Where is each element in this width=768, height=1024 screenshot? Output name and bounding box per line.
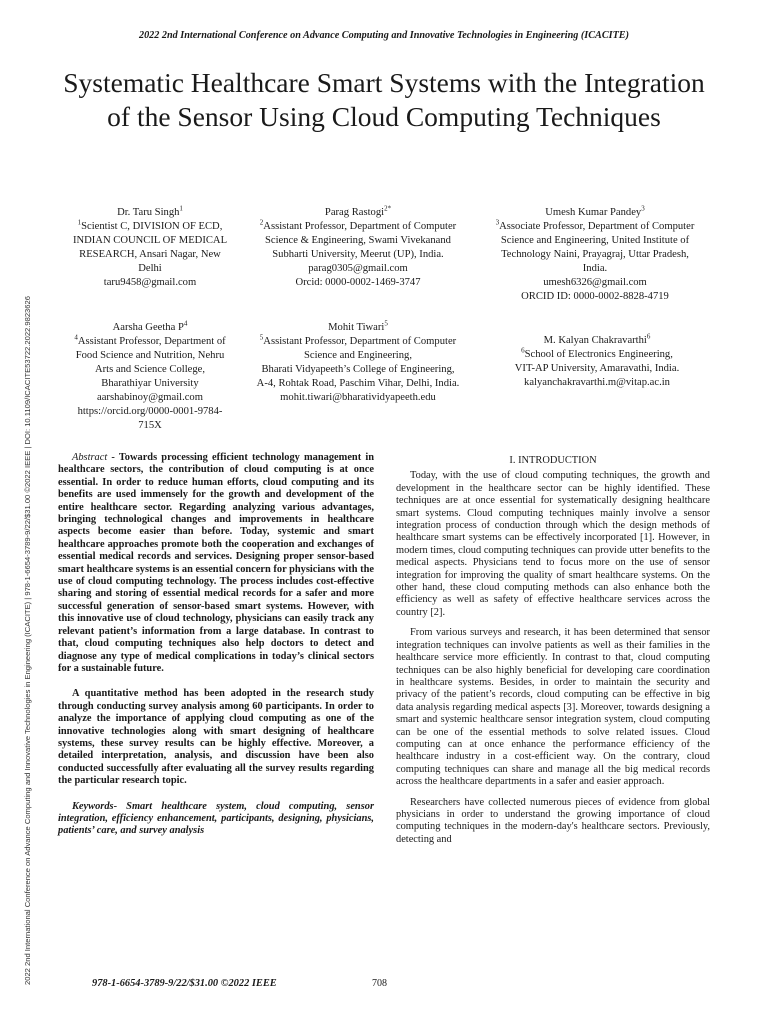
- author-orcid: Orcid: 0000-0002-1469-3747: [295, 277, 421, 288]
- author-block-2: Parag Rastogi$^{2*}$ $^2$Assistant Professor, Department of Computer Science & Engineering, Swami Vivekanand Subharti University, Meerut (UP), India. parag0305@gmail.com Orcid: 0000-0002-1469-3747: [244, 206, 472, 290]
- author-affiliation: School of Electronics Engineering, VIT-AP University, Amaravathi, India.: [514, 349, 680, 374]
- paper-title: Systematic Healthcare Smart Systems with the Integration of the Sensor Using Cloud Computing Techniques: [63, 67, 705, 132]
- author-affiliation: Scientist C, DIVISION OF ECD, INDIAN COUNCIL OF MEDICAL RESEARCH, Ansari Nagar, New Delhi: [72, 221, 228, 274]
- author-affiliation: Assistant Professor, Department of Food Science and Nutrition, Nehru Arts and Science College, Bharathiyar University: [75, 336, 226, 389]
- author-block-6: M. Kalyan Chakravarthi$^6$ $^6$School of Electronics Engineering, VIT-AP University, Amaravathi, India. kalyanchakravarthi.m@vitap.ac.in: [480, 334, 714, 390]
- author-name: Dr. Taru Singh: [117, 207, 180, 218]
- author-affiliation: Associate Professor, Department of Computer Science and Engineering, United Institute of Technology Naini, Prayagraj, Uttar Pradesh, India.: [499, 221, 695, 274]
- page-number: 708: [372, 978, 387, 989]
- author-email: umesh6326@gmail.com: [543, 277, 647, 288]
- author-block-1: Dr. Taru Singh$^1$ $^1$Scientist C, DIVISION OF ECD, INDIAN COUNCIL OF MEDICAL RESEARCH, Ansari Nagar, New Delhi taru9458@gmail.com: [58, 206, 242, 290]
- keywords: Keywords- Smart healthcare system, cloud computing, sensor integration, efficiency enhancement, participants, designing, physicians, patients’ care, and survey analysis: [58, 800, 374, 837]
- abstract-column: [58, 452, 374, 851]
- doi-side-text: 2022 2nd International Conference on Advance Computing and Innovative Technologies in Engineering (ICACITE) | 978-1-6654-3789-9/22/$31.00 ©2022 IEEE | DOI: 10.1109/ICACITE53722.2022.9823626: [23, 296, 32, 985]
- author-email: mohit.tiwari@bharatividyapeeth.edu: [280, 392, 436, 403]
- author-affiliation: Assistant Professor, Department of Computer Science and Engineering, Bharati Vidyapeeth’s College of Engineering, A-4, Rohtak Road, Paschim Vihar, Delhi, India.: [256, 336, 460, 389]
- author-block-4: Aarsha Geetha $P^4$ $^4$Assistant Professor, Department of Food Science and Nutrition, Nehru Arts and Science College, Bharathiyar University aarshabinoy@gmail.com https://orcid.org/0000-0001-9784- 715X: [58, 321, 242, 433]
- intro-paragraph-1: Today, with the use of cloud computing techniques, the growth and development in the healthcare sector can be highly identified. These techniques are at once essential for systematically designing healthcare smart systems. Cloud computing techniques mainly involve a sensor integration process of conduction through which the design methods of healthcare smart systems can be effectively incorporated [1]. However, in modern times, cloud computing techniques can provide utter benefits to the medical aspects. Physicians tend to focus more on the use of sensor integration for improving the quality of smart healthcare systems. On the other hand, these cloud computing methods can also enhance both the efficiency as well as safety of effective healthcare services across the country [2].: [396, 470, 710, 618]
- abstract-label: Abstract: [72, 452, 108, 463]
- author-orcid: https://orcid.org/0000-0001-9784- 715X: [77, 406, 223, 431]
- introduction-column: [396, 455, 710, 854]
- author-name: Umesh Kumar Pandey: [545, 207, 642, 218]
- abstract-paragraph-2: A quantitative method has been adopted in the research study through conducting survey analysis among 60 participants. In order to analyze the importance of applying cloud computing as one of the innovative technologies along with smart designing of healthcare systems, these survey results can be highly effective. Moreover, a detailed interpretation, analysis, and discussion have been also conducted successfully after evaluating all the survey results regarding the particular research topic.: [58, 688, 374, 787]
- section-heading: I. INTRODUCTION: [509, 455, 597, 466]
- author-name: Mohit Tiwari: [328, 322, 385, 333]
- author-name: Aarsha Geetha P: [112, 322, 184, 333]
- author-orcid: ORCID ID: 0000-0002-8828-4719: [521, 291, 669, 302]
- footer-isbn: 978-1-6654-3789-9/22/$31.00 ©2022 IEEE: [92, 978, 277, 989]
- author-name: Parag Rastogi: [324, 207, 385, 218]
- intro-paragraph-2: From various surveys and research, it has been determined that sensor integration techniques can involve patients as well as their families in the healthcare service more efficiently. In contrast to that, cloud computing techniques can be also highly beneficial for developing care coordination in healthcare systems. Besides, in order to maintain the security and privacy of the patient’s records, cloud computing can be effective in big data analysis regarding medical aspects [3]. Moreover, towards designing a smart and systemic healthcare sensor integration system, cloud computing can be one of the essential methods to solve related issues. Cloud computing can at once enhance the performance efficiency of the healthcare industry in a cost-efficient way. On the contrary, cloud computing techniques can share and manage all the big medical records across the healthcare departments in a safer and easier approach.: [396, 627, 710, 788]
- intro-paragraph-3: Researchers have collected numerous pieces of evidence from global physicians in order to understand the growing importance of cloud computing techniques in the modern-day's healthcare sectors. Previously, detecting and: [396, 796, 710, 845]
- author-block-5: Mohit Tiwari$^5$ $^5$Assistant Professor, Department of Computer Science and Engineering, Bharati Vidyapeeth’s College of Engineering, A-4, Rohtak Road, Paschim Vihar, Delhi, India. mohit.tiwari@bharatividyapeeth.edu: [240, 321, 476, 405]
- abstract-paragraph-1: Abstract - Towards processing efficient technology management in healthcare sectors, the contribution of cloud computing is at once essential. In order to reduce human efforts, cloud computing and its benefits are used immensely for the growth and development of the entire healthcare sector. Regarding analyzing various advantages, bringing technological changes and improvements in healthcare aspects become easier than before. Today, systemic and smart healthcare approaches promote both the cooperation and exchanges of essential medical records and services. Designing proper sensor-based smart healthcare systems is an essential concern for physicians with the use of cloud computing technology. The process includes cost-effective sharing and storing of essential medical records for a safer and more successful generation of sensor-based smart systems. However, with this innovative use of cloud technology, physicians can easily track any relevant patient’s information from a large database. In contrast to that, cloud computing techniques also help doctors to detect and diagnose any type of medical complications in today’s clinical sectors for a sustainable future.: [58, 452, 374, 674]
- author-block-3: Umesh Kumar Pandey$^3$ $^3$Associate Professor, Department of Computer Science and Engineering, United Institute of Technology Naini, Prayagraj, Uttar Pradesh, India. umesh6326@gmail.com ORCID ID: 0000-0002-8828-4719: [480, 206, 710, 304]
- author-email: parag0305@gmail.com: [308, 263, 408, 274]
- conference-header: 2022 2nd International Conference on Advance Computing and Innovative Technologies in Engineering (ICACITE): [138, 30, 629, 41]
- author-email: aarshabinoy@gmail.com: [97, 392, 203, 403]
- author-name: M. Kalyan Chakravarthi: [543, 335, 647, 346]
- author-affiliation: Assistant Professor, Department of Computer Science & Engineering, Swami Vivekanand Subharti University, Meerut (UP), India.: [263, 221, 457, 260]
- doi-side-strip: [0, 0, 30, 1024]
- author-email: kalyanchakravarthi.m@vitap.ac.in: [524, 377, 670, 388]
- author-email: taru9458@gmail.com: [103, 277, 197, 288]
